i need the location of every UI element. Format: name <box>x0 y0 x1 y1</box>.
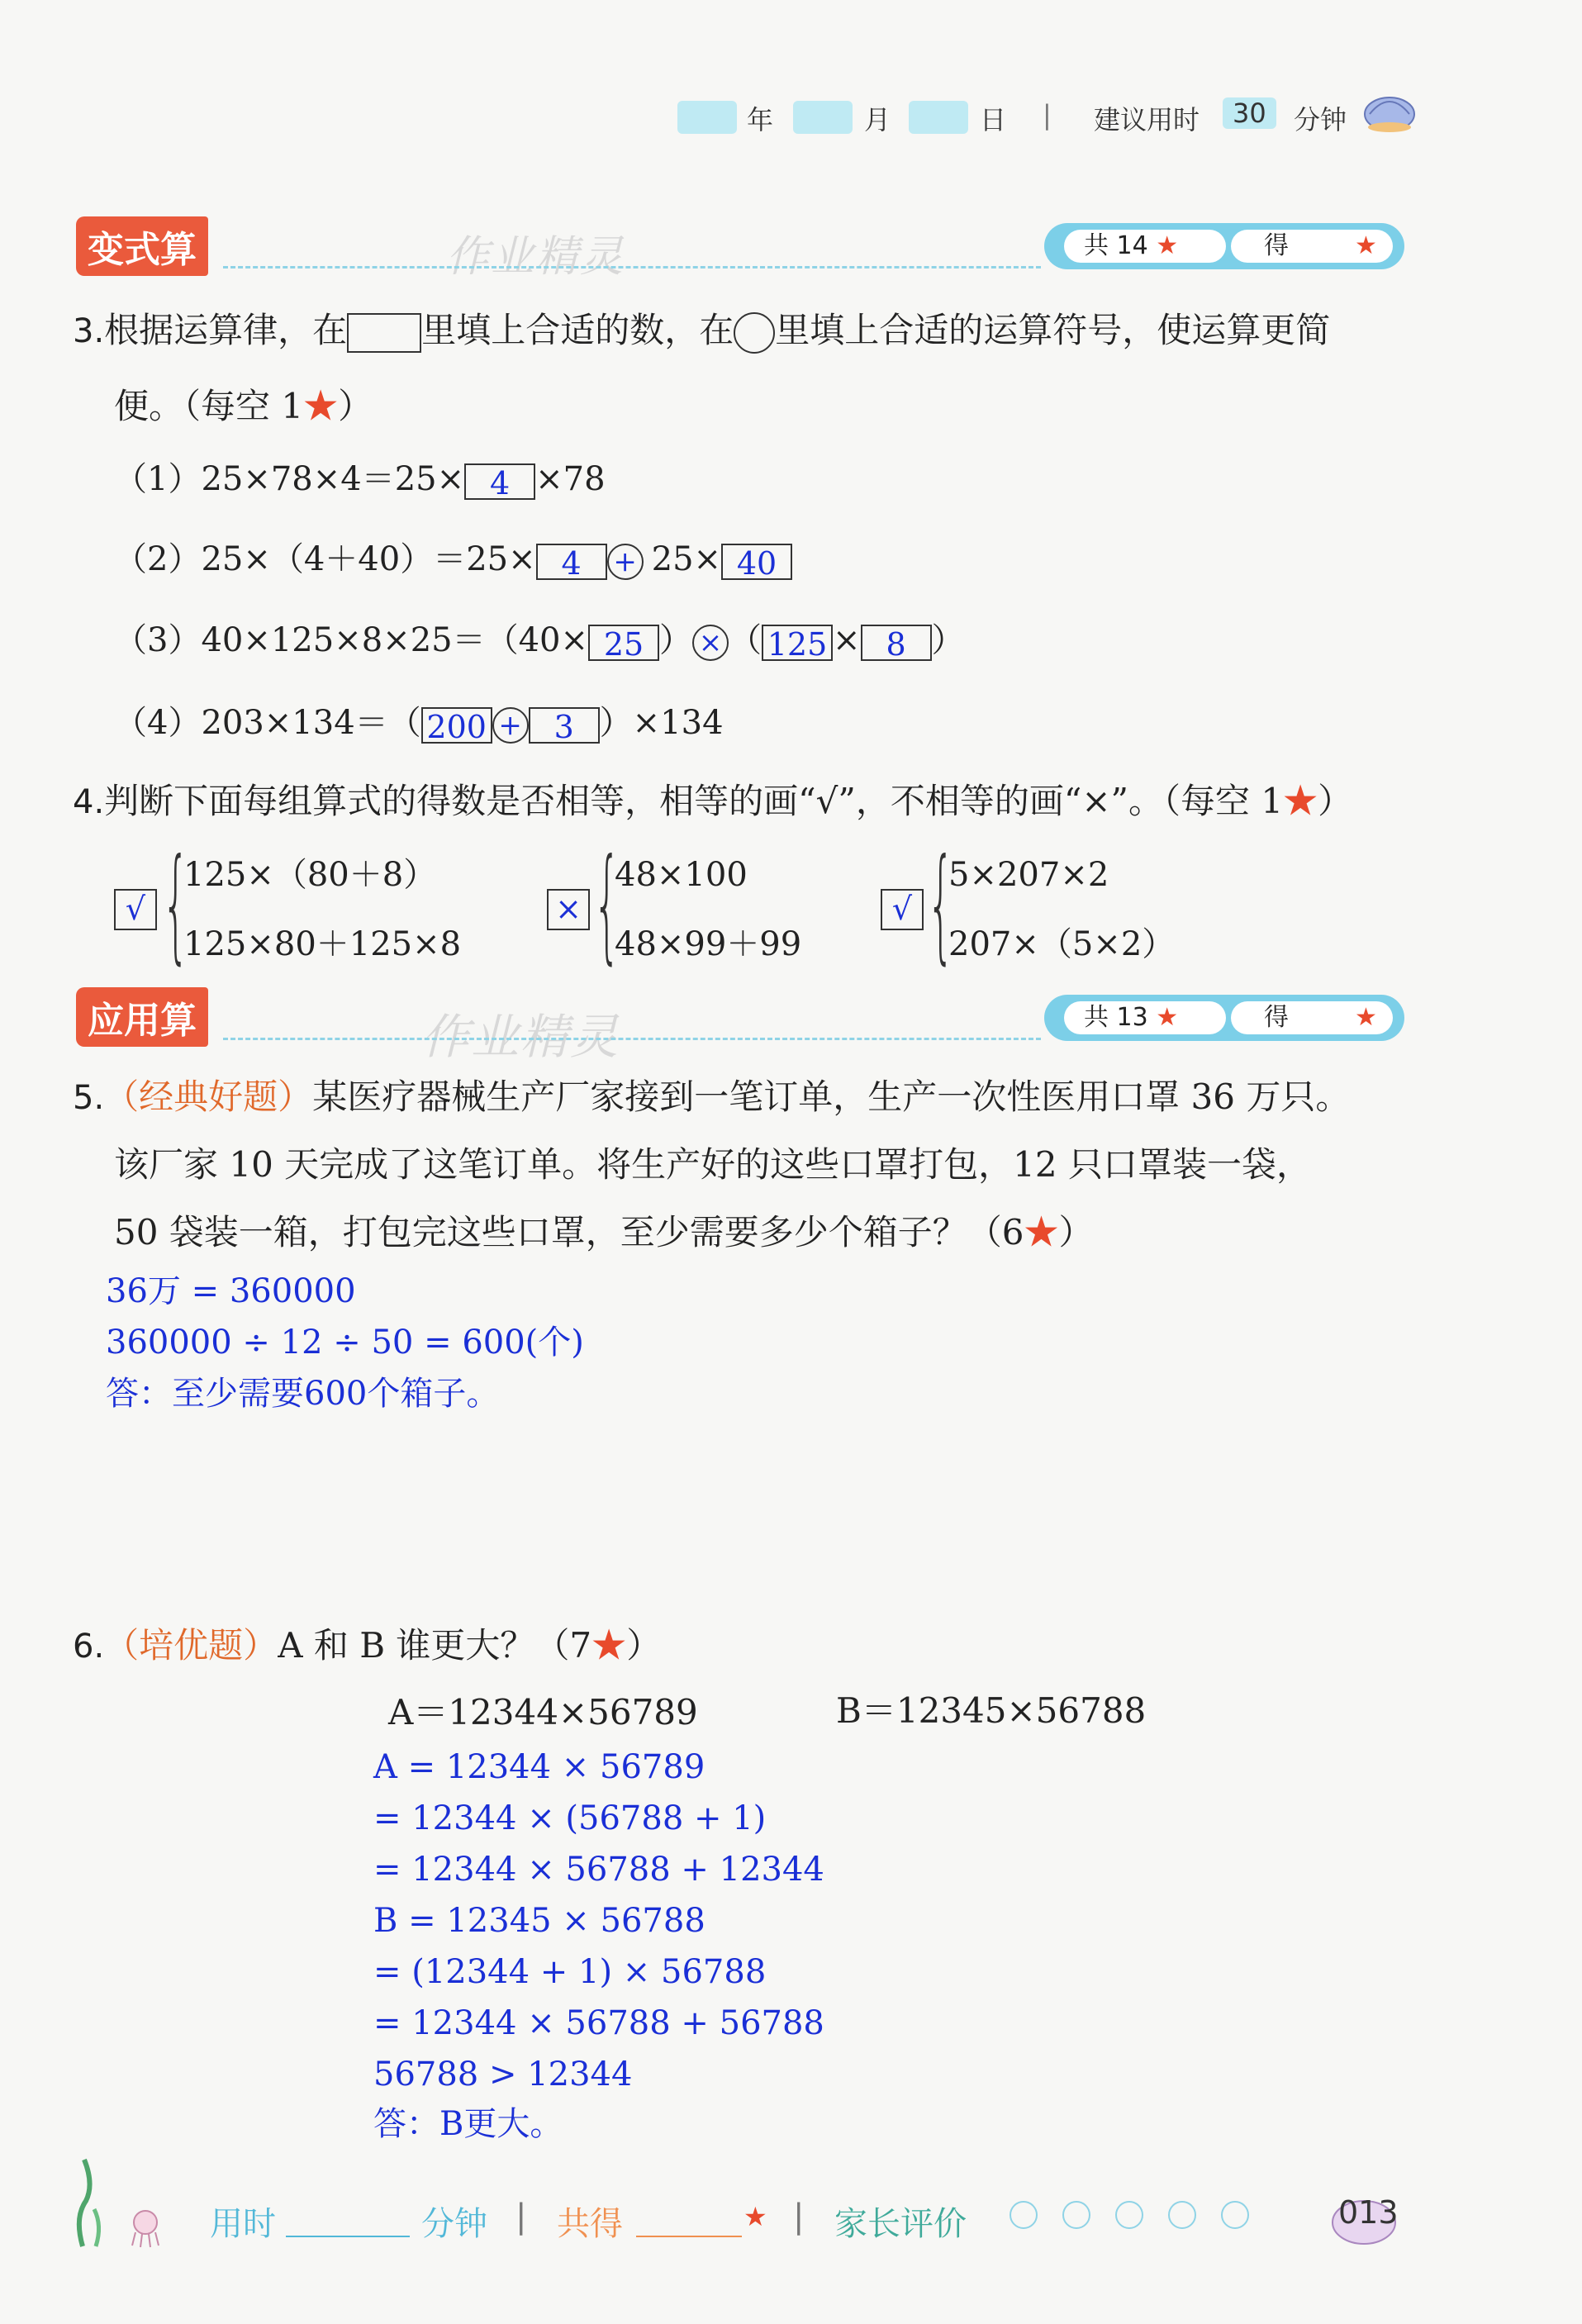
q3-part1: （1）25×78×4＝25× 4 ×78 <box>114 460 606 501</box>
footer-separator: | <box>793 2198 805 2236</box>
minute-label: 分钟 <box>421 2205 487 2243</box>
q6-answer-line8: 答：B更大。 <box>373 2105 563 2143</box>
parent-rating-label: 家长评价 <box>834 2205 967 2243</box>
q5-answer-line3: 答：至少需要600个箱子。 <box>106 1375 500 1413</box>
operator-circle[interactable]: + <box>492 707 529 744</box>
header-separator: | <box>1043 99 1052 131</box>
expression-a: A＝12344×56789 <box>388 1692 698 1732</box>
question-5-line3: 50 袋装一箱，打包完这些口罩，至少需要多少个箱子？（6★） <box>114 1212 1094 1252</box>
q5-answer-line1: 36万 = 360000 <box>106 1272 356 1310</box>
total-stars-label: 共 14 <box>1084 231 1148 260</box>
star-icon: ★ <box>1024 1212 1059 1252</box>
star-icon: ★ <box>1355 1003 1377 1032</box>
q6-answer-line4: B = 12345 × 56788 <box>373 1902 705 1940</box>
question-6: 6.（培优题）A 和 B 谁更大？（7★） <box>73 1625 662 1666</box>
question-number: 6. <box>73 1628 105 1666</box>
suggest-time-value: 30 <box>1223 97 1276 129</box>
seaweed-icon <box>66 2151 173 2250</box>
q6-answer-line6: = 12344 × 56788 + 56788 <box>373 2004 824 2042</box>
group1-top: 125×（80＋8） <box>183 856 437 894</box>
q3-part2: （2）25×（4＋40）＝25× 4 + 25× 40 <box>114 539 792 580</box>
total-score-blank[interactable] <box>636 2236 742 2237</box>
section-title-applied: 应用算 <box>76 987 208 1047</box>
star-icon: ★ <box>743 2201 767 2232</box>
q6-answer-line7: 56788 > 12344 <box>373 2055 633 2094</box>
q6-answer-line3: = 12344 × 56788 + 12344 <box>373 1851 824 1889</box>
suggest-time-label: 建议用时 <box>1094 104 1200 135</box>
day-label: 日 <box>980 104 1007 135</box>
answer-box[interactable]: 3 <box>529 707 600 744</box>
operator-circle[interactable]: × <box>692 625 729 661</box>
brace: { <box>927 833 955 977</box>
q6-answer-line1: A = 12344 × 56789 <box>373 1748 705 1786</box>
group2-top: 48×100 <box>615 856 748 894</box>
total-stars-label: 共 13 <box>1084 1003 1148 1032</box>
expression-b: B＝12345×56788 <box>836 1690 1147 1731</box>
question-number: 5. <box>73 1079 105 1117</box>
rating-face-icon[interactable] <box>1221 2201 1249 2229</box>
answer-box[interactable]: 25 <box>588 625 659 661</box>
answer-box[interactable]: 40 <box>721 544 792 580</box>
group1-bottom: 125×80＋125×8 <box>183 925 462 963</box>
question-3-line1: 3.根据运算律，在 里填上合适的数，在 里填上合适的运算符号，使运算更简 <box>73 306 1330 356</box>
rating-face-icon[interactable] <box>1168 2201 1196 2229</box>
question-3-line2: 便。（每空 1★） <box>114 386 373 426</box>
score-bar-applied <box>1044 995 1404 1041</box>
brace: { <box>593 833 621 977</box>
day-blank[interactable] <box>909 101 968 134</box>
rating-face-icon[interactable] <box>1062 2201 1090 2229</box>
operator-circle[interactable]: + <box>607 544 644 580</box>
month-label: 月 <box>864 104 891 135</box>
score-label: 得 <box>1264 231 1289 260</box>
year-label: 年 <box>747 104 774 135</box>
star-icon: ★ <box>1283 781 1318 821</box>
score-label: 得 <box>1264 1003 1289 1032</box>
minute-label: 分钟 <box>1294 104 1347 135</box>
star-icon: ★ <box>303 386 339 426</box>
star-icon: ★ <box>1156 231 1179 260</box>
q3-part4: （4）203×134＝（ 200 + 3 ）×134 <box>114 704 724 745</box>
total-score-label: 共得 <box>557 2205 623 2243</box>
watermark: 作业精灵 <box>421 1009 620 1065</box>
shell-icon <box>1360 86 1418 135</box>
q5-answer-line2: 360000 ÷ 12 ÷ 50 = 600(个) <box>106 1324 584 1362</box>
month-blank[interactable] <box>793 101 853 134</box>
q6-answer-line5: = (12344 + 1) × 56788 <box>373 1953 767 1991</box>
star-icon: ★ <box>591 1625 627 1666</box>
watermark: 作业精灵 <box>446 232 625 282</box>
answer-box[interactable]: 4 <box>536 544 607 580</box>
score-bar-variant <box>1044 223 1404 269</box>
question-tag: （培优题） <box>104 1625 278 1666</box>
time-used-label: 用时 <box>210 2205 276 2243</box>
blank-box-example <box>347 313 421 353</box>
brace: { <box>162 833 190 977</box>
question-5-line2: 该厂家 10 天完成了这笔订单。将生产好的这些口罩打包，12 只口罩装一袋， <box>114 1144 1311 1185</box>
judge-box-2[interactable]: × <box>547 889 590 930</box>
time-used-blank[interactable] <box>286 2236 410 2237</box>
star-icon: ★ <box>1156 1003 1179 1032</box>
page-number: 013 <box>1338 2194 1399 2231</box>
answer-box[interactable]: 125 <box>762 625 833 661</box>
section-divider <box>223 1038 1041 1040</box>
question-tag: （经典好题） <box>104 1076 313 1117</box>
group3-top: 5×207×2 <box>948 856 1109 894</box>
rating-face-icon[interactable] <box>1010 2201 1038 2229</box>
footer-separator: | <box>515 2198 527 2236</box>
group3-bottom: 207×（5×2） <box>948 925 1176 963</box>
answer-box[interactable]: 8 <box>861 625 932 661</box>
question-4: 4.判断下面每组算式的得数是否相等，相等的画“√”，不相等的画“×”。（每空 1★） <box>73 781 1353 821</box>
q6-answer-line2: = 12344 × (56788 + 1) <box>373 1799 767 1837</box>
question-5-line1: 5.（经典好题）某医疗器械生产厂家接到一笔订单，生产一次性医用口罩 36 万只。 <box>73 1076 1351 1117</box>
question-number: 4. <box>73 783 105 821</box>
answer-box[interactable]: 4 <box>464 463 535 500</box>
q3-part3: （3）40×125×8×25＝（40× 25 ） × （ 125 × 8 ） <box>114 621 965 663</box>
section-title-variant: 变式算 <box>76 216 208 276</box>
judge-box-3[interactable]: √ <box>881 889 924 930</box>
rating-faces <box>1010 2201 1274 2232</box>
question-number: 3. <box>73 312 105 350</box>
blank-circle-example <box>734 312 775 354</box>
rating-face-icon[interactable] <box>1115 2201 1143 2229</box>
judge-box-1[interactable]: √ <box>114 889 157 930</box>
year-blank[interactable] <box>677 101 737 134</box>
group2-bottom: 48×99＋99 <box>615 925 802 963</box>
answer-box[interactable]: 200 <box>421 707 492 744</box>
section-divider <box>223 266 1041 269</box>
star-icon: ★ <box>1355 231 1377 260</box>
